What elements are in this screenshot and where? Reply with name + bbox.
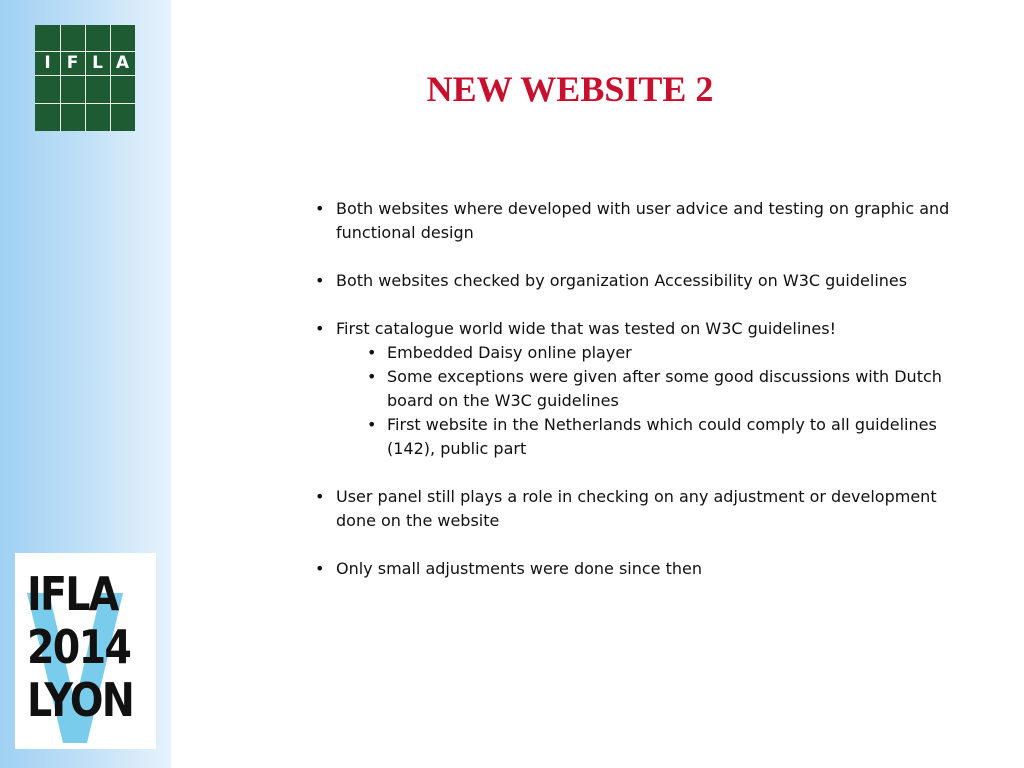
sub-bullet-item — [336, 413, 952, 461]
sub-bullet-text: Embedded Daisy online player — [387, 343, 632, 362]
sub-bullet-text: First website in the Netherlands which could comply to all guidelines (142), public part — [387, 415, 937, 458]
bullet-text: Only small adjustments were done since then — [336, 559, 703, 578]
slide-content — [312, 197, 952, 605]
logo-grid-line — [35, 103, 135, 104]
bullet-item — [312, 557, 952, 581]
bullet-item — [312, 269, 952, 293]
bullet-item — [312, 317, 952, 461]
sub-bullet-item — [336, 365, 952, 413]
bullet-dot-icon: • — [367, 343, 377, 362]
lyon-logo-line: LYON — [27, 673, 134, 727]
slide-title: NEW WEBSITE 2 — [426, 69, 714, 109]
bullet-text: User panel still plays a role in checking on any adjustment or development done on the website — [336, 487, 937, 530]
bullet-dot-icon: • — [315, 487, 325, 506]
bullet-dot-icon: • — [315, 319, 325, 338]
logo-grid-line — [85, 25, 86, 131]
logo-grid-line — [60, 25, 61, 131]
bullet-dot-icon: • — [315, 199, 325, 218]
bullet-dot-icon: • — [367, 367, 377, 386]
logo-letter: I — [44, 53, 51, 73]
sub-bullet-list — [336, 341, 952, 461]
bullet-dot-icon: • — [367, 415, 377, 434]
logo-grid-line — [35, 75, 135, 76]
bullet-text: First catalogue world wide that was tested on W3C guidelines! — [336, 319, 836, 338]
ifla-logo — [35, 25, 135, 131]
bullet-item — [312, 197, 952, 245]
bullet-text: Both websites where developed with user advice and testing on graphic and functional design — [336, 199, 950, 242]
bullet-dot-icon: • — [315, 559, 325, 578]
logo-grid-line — [110, 25, 111, 131]
bullet-text: Both websites checked by organization Accessibility on W3C guidelines — [336, 271, 908, 290]
sub-bullet-item — [336, 341, 952, 365]
sub-bullet-text: Some exceptions were given after some good discussions with Dutch board on the W3C guidelines — [387, 367, 942, 410]
logo-letter: F — [66, 53, 79, 73]
lyon-logo-line: IFLA — [27, 567, 118, 621]
lyon-logo-line: 2014 — [27, 620, 131, 674]
ifla-2014-lyon-logo — [15, 553, 156, 749]
logo-letter: L — [92, 53, 103, 73]
bullet-dot-icon: • — [315, 271, 325, 290]
logo-letter: A — [115, 53, 130, 73]
bullet-item — [312, 485, 952, 533]
bullet-list — [312, 197, 952, 581]
sidebar-gradient — [0, 0, 171, 768]
